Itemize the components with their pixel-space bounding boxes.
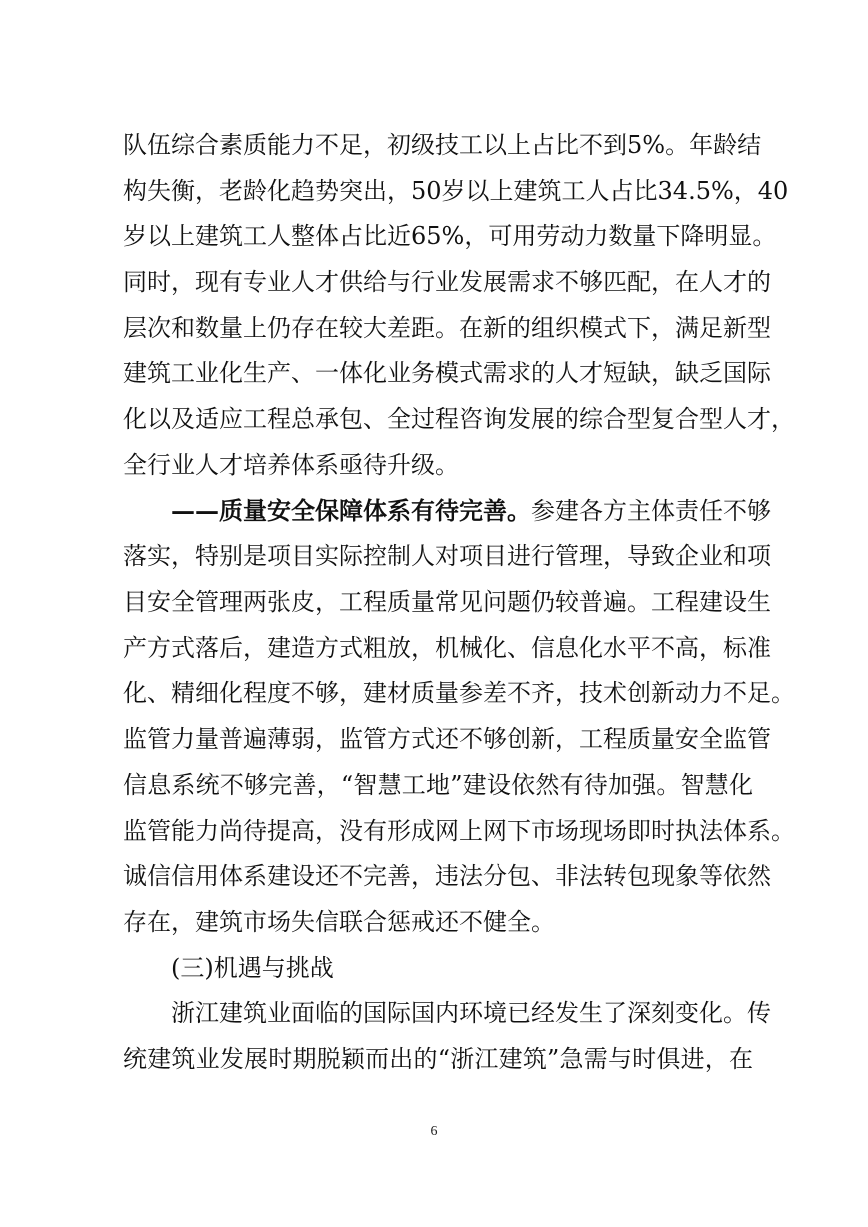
text-line: 统建筑业发展时期脱颖而出的“浙江建筑”急需与时俱进，在: [123, 1045, 753, 1073]
text-line: 岁以上建筑工人整体占比近65%，可用劳动力数量下降明显。: [123, 222, 777, 250]
text-line: 构失衡，老龄化趋势突出，50岁以上建筑工人占比34.5%，40: [123, 177, 789, 205]
text-span: 参建各方主体责任不够: [531, 497, 771, 525]
text-line: 监管力量普遍薄弱，监管方式还不够创新，工程质量安全监管: [123, 725, 771, 753]
page-number: 6: [430, 1124, 438, 1139]
text-line: 建筑工业化生产、一体化业务模式需求的人才短缺，缺乏国际: [123, 359, 771, 387]
text-line: 化以及适应工程总承包、全过程咨询发展的综合型复合型人才，: [123, 405, 795, 433]
text-line: 监管能力尚待提高，没有形成网上网下市场现场即时执法体系。: [123, 817, 795, 845]
paragraph-lead-line: [171, 496, 771, 526]
text-line: 存在，建筑市场失信联合惩戒还不健全。: [123, 908, 555, 936]
bold-subheading: ——质量安全保障体系有待完善。: [171, 496, 531, 525]
text-line: 浙江建筑业面临的国际国内环境已经发生了深刻变化。传: [171, 999, 771, 1027]
text-line: 目安全管理两张皮，工程质量常见问题仍较普遍。工程建设生: [123, 588, 771, 616]
text-line: 产方式落后，建造方式粗放，机械化、信息化水平不高，标准: [123, 634, 771, 662]
text-line: 队伍综合素质能力不足，初级技工以上占比不到5%。年龄结: [123, 131, 762, 159]
text-line: 落实，特别是项目实际控制人对项目进行管理，导致企业和项: [123, 542, 771, 570]
text-line: 信息系统不够完善，“智慧工地”建设依然有待加强。智慧化: [123, 771, 753, 799]
text-line: 化、精细化程度不够，建材质量参差不齐，技术创新动力不足。: [123, 679, 795, 707]
text-line: 全行业人才培养体系亟待升级。: [123, 451, 459, 479]
text-line: 诚信信用体系建设还不完善，违法分包、非法转包现象等依然: [123, 862, 771, 890]
section-heading: (三)机遇与挑战: [171, 954, 334, 982]
text-line: 层次和数量上仍存在较大差距。在新的组织模式下，满足新型: [123, 314, 771, 342]
text-line: 同时，现有专业人才供给与行业发展需求不够匹配，在人才的: [123, 268, 771, 296]
